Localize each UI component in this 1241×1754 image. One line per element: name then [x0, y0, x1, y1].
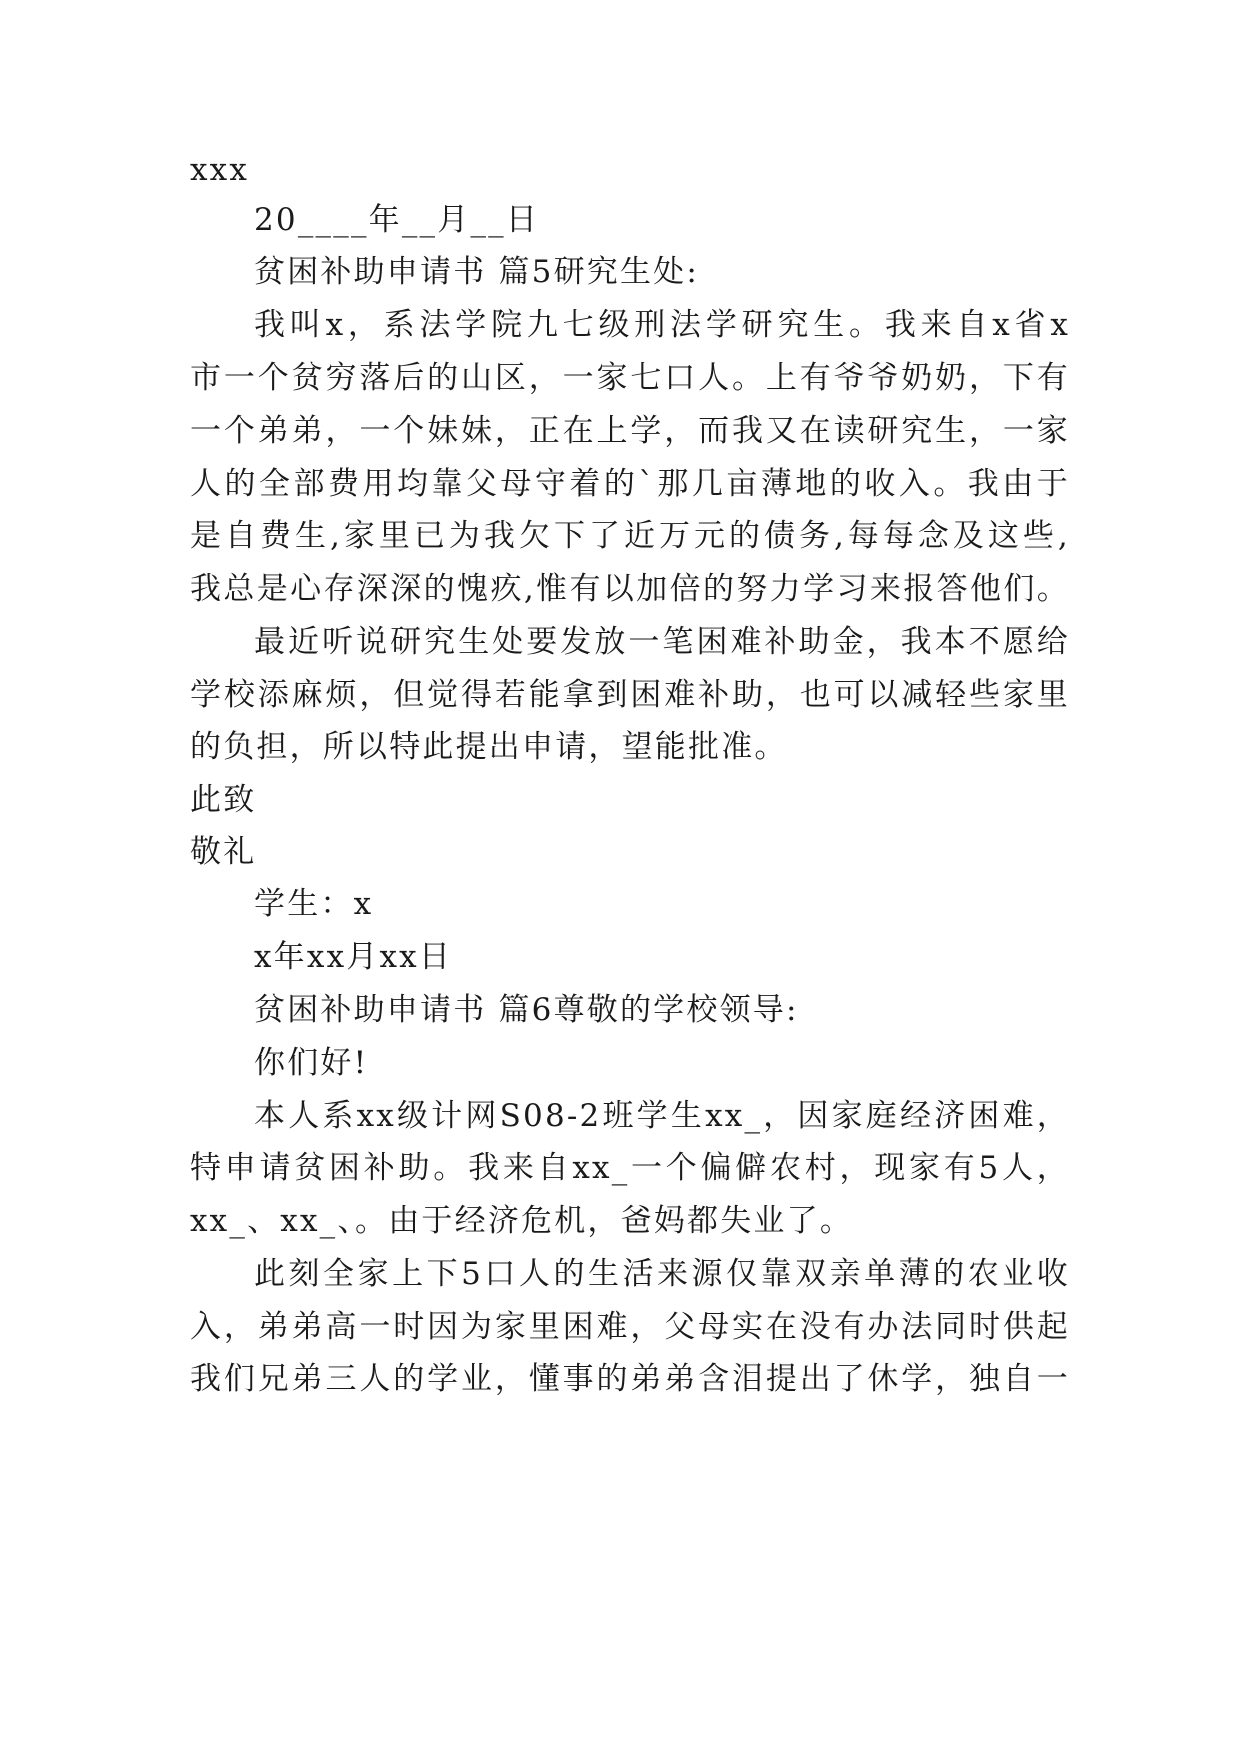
text-line: x年xx月xx日 — [254, 939, 453, 975]
text-line: 市一个贫穷落后的山区，一家七口人。上有爷爷奶奶，下有 — [190, 360, 1070, 396]
text-line: 学生：x — [254, 886, 374, 922]
text-line: 本人系xx级计网S08-2班学生xx_，因家庭经济困难， — [254, 1098, 1070, 1134]
text-line: 人的全部费用均靠父母守着的`那几亩薄地的收入。我由于 — [190, 466, 1070, 502]
text-line: 的负担，所以特此提出申请，望能批准。 — [190, 729, 788, 765]
text-line: 最近听说研究生处要发放一笔困难补助金，我本不愿给 — [254, 624, 1070, 660]
text-line: xx_、xx_、。由于经济危机，爸妈都失业了。 — [190, 1203, 854, 1239]
text-line: 20____年__月__日 — [254, 202, 540, 238]
text-line: 我们兄弟三人的学业，懂事的弟弟含泪提出了休学，独自一 — [190, 1361, 1070, 1397]
text-line: 敬礼 — [190, 834, 257, 870]
text-line: xxx — [190, 152, 250, 188]
text-line: 特申请贫困补助。我来自xx_一个偏僻农村，现家有5人， — [190, 1150, 1070, 1186]
text-line: 你们好! — [254, 1045, 369, 1081]
text-line: 此刻全家上下5口人的生活来源仅靠双亲单薄的农业收 — [254, 1256, 1070, 1292]
text-line: 我总是心存深深的愧疚,惟有以加倍的努力学习来报答他们。 — [190, 571, 1070, 607]
text-line: 学校添麻烦，但觉得若能拿到困难补助，也可以减轻些家里 — [190, 677, 1070, 713]
text-line: 一个弟弟，一个妹妹，正在上学，而我又在读研究生，一家 — [190, 413, 1070, 449]
text-line: 贫困补助申请书 篇6尊敬的学校领导: — [254, 992, 799, 1028]
text-line: 是自费生,家里已为我欠下了近万元的债务,每每念及这些, — [190, 518, 1070, 554]
text-line: 入，弟弟高一时因为家里困难，父母实在没有办法同时供起 — [190, 1309, 1070, 1345]
text-line: 我叫x，系法学院九七级刑法学研究生。我来自x省x — [254, 307, 1070, 343]
text-line: 贫困补助申请书 篇5研究生处: — [254, 254, 700, 290]
text-line: 此致 — [190, 782, 257, 818]
